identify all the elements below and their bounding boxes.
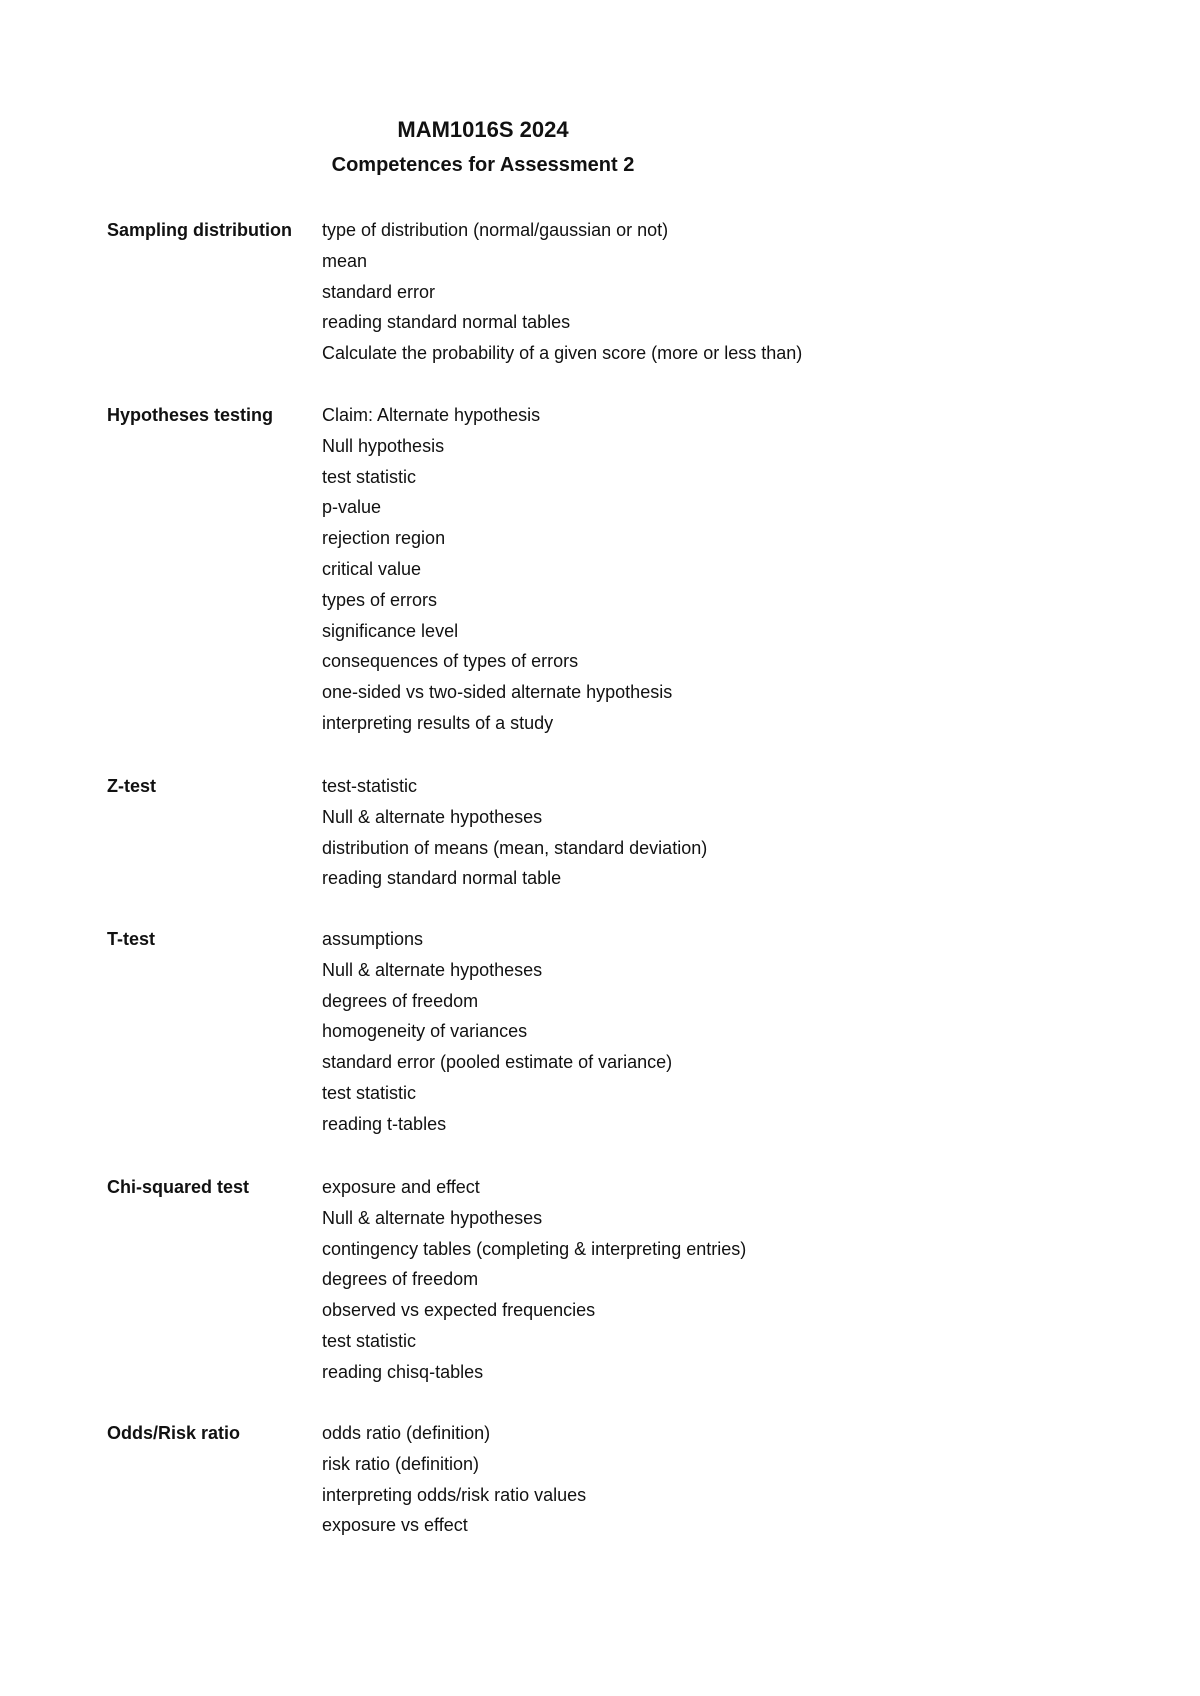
list-item: exposure vs effect — [322, 1515, 468, 1536]
list-item: standard error — [322, 281, 436, 302]
competence-list — [322, 1172, 746, 1388]
competence-list — [322, 924, 672, 1140]
list-item: significance level — [322, 620, 459, 641]
document-title: MAM1016S 2024 — [397, 117, 569, 142]
section-label: T-test — [107, 929, 156, 949]
list-item: interpreting results of a study — [322, 712, 554, 733]
list-item: degrees of freedom — [322, 1269, 479, 1290]
document-subtitle: Competences for Assessment 2 — [331, 154, 635, 176]
list-item: Null & alternate hypotheses — [322, 959, 543, 980]
list-item: standard error (pooled estimate of variance) — [322, 1052, 673, 1073]
list-item: Null & alternate hypotheses — [322, 806, 543, 827]
section-label: Hypotheses testing — [107, 405, 274, 425]
list-item: reading standard normal table — [322, 868, 562, 889]
competence-list — [322, 771, 707, 894]
list-item: contingency tables (completing & interpreting entries) — [322, 1238, 747, 1259]
list-item: Calculate the probability of a given score (more or less than) — [322, 343, 803, 364]
section-label: Chi-squared test — [107, 1177, 250, 1197]
list-item: reading chisq-tables — [322, 1361, 484, 1382]
list-item: exposure and effect — [322, 1177, 480, 1197]
list-item: test statistic — [322, 1082, 417, 1103]
section-label: Sampling distribution — [107, 220, 292, 240]
list-item: reading standard normal tables — [322, 312, 571, 333]
list-item: types of errors — [322, 589, 438, 610]
list-item: interpreting odds/risk ratio values — [322, 1484, 587, 1505]
list-item: distribution of means (mean, standard deviation) — [322, 837, 708, 858]
competence-list — [322, 215, 802, 369]
list-item: Claim: Alternate hypothesis — [322, 405, 541, 425]
list-item: type of distribution (normal/gaussian or not) — [322, 220, 669, 240]
list-item: critical value — [322, 558, 422, 579]
competence-list — [322, 400, 672, 739]
competence-list — [322, 1418, 586, 1541]
list-item: homogeneity of variances — [322, 1021, 528, 1042]
list-item: odds ratio (definition) — [322, 1423, 491, 1443]
section-label: Z-test — [107, 776, 156, 796]
list-item: assumptions — [322, 929, 424, 949]
section-label: Odds/Risk ratio — [107, 1423, 241, 1443]
list-item: Null hypothesis — [322, 435, 445, 456]
list-item: reading t-tables — [322, 1113, 447, 1134]
list-item: p-value — [322, 497, 382, 518]
list-item: one-sided vs two-sided alternate hypothesis — [322, 682, 673, 703]
list-item: consequences of types of errors — [322, 651, 579, 672]
list-item: mean — [322, 250, 368, 271]
list-item: rejection region — [322, 528, 446, 549]
list-item: observed vs expected frequencies — [322, 1300, 596, 1321]
list-item: degrees of freedom — [322, 990, 479, 1011]
list-item: Null & alternate hypotheses — [322, 1207, 543, 1228]
list-item: test-statistic — [322, 776, 418, 796]
list-item: risk ratio (definition) — [322, 1453, 480, 1474]
list-item: test statistic — [322, 1330, 417, 1351]
list-item: test statistic — [322, 466, 417, 487]
